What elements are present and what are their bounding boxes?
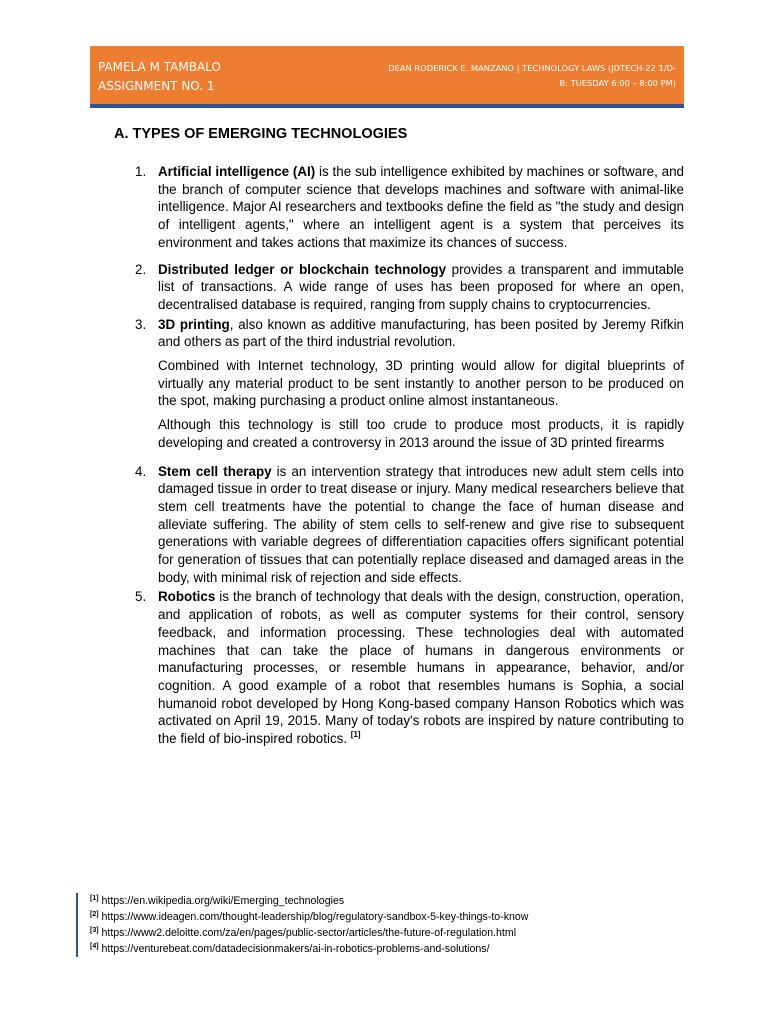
item-number: 3.: [135, 316, 147, 332]
course-line-2: B: TUESDAY 6:00 – 8:00 PM): [559, 78, 676, 88]
footnote-mark: [2]: [90, 911, 99, 918]
item-term: Robotics: [158, 589, 216, 605]
section-heading: A. TYPES OF EMERGING TECHNOLOGIES: [114, 126, 408, 142]
footnote-1: [90, 893, 710, 909]
item-number: 1.: [135, 164, 147, 179]
item-paragraph: [158, 163, 684, 252]
footnote-link[interactable]: https://en.wikipedia.org/wiki/Emerging_technologies: [101, 895, 345, 907]
header-course-block: [336, 61, 676, 91]
item-text: provides a transparent and immutable list of transactions. A wide range of uses has been proposed for where an open, decentralised database is required, ranging from supply chains to cryptocurrencies.: [158, 261, 684, 312]
item-term: Distributed ledger or blockchain technology: [158, 261, 447, 277]
item-term: Stem cell therapy: [158, 463, 272, 479]
item-paragraph: [158, 463, 684, 587]
item-text: is the branch of technology that deals with the design, construction, operation, and application of robots, as well as computer systems for their control, sensory feedback, and information processing. These technologies deal with automated machines that can take the place of humans in dangerous environments or manufacturing processes, or resemble humans in appearance, behavior, and/or cognition. A good example of a robot that resembles humans is Sophia, a social humanoid robot developed by Hong Kong-based company Hanson Robotics which was activated on April 19, 2015. Many of today's robots are inspired by nature contributing to the field of bio-inspired robotics.: [158, 589, 684, 747]
footnotes: [76, 893, 710, 957]
item-paragraph: [158, 261, 684, 314]
item-number: 4.: [135, 463, 147, 479]
list-item-ai: [120, 163, 684, 252]
technology-list: [120, 163, 684, 748]
item-number: 5.: [135, 589, 147, 605]
item-term: 3D printing: [158, 316, 230, 332]
course-line-1: DEAN RODERICK E. MANZANO | TECHNOLOGY LAWS (JDTECH-22 1/D-: [388, 63, 676, 73]
item-text: is the sub intelligence exhibited by machines or software, and the branch of computer science that develops machines and software with animal-like intelligence. Major AI researchers and textbooks define the field as "the study and design of intelligent agents," where an intelligent agent is a system that perceives its environment and takes actions that maximize its chances of success.: [158, 164, 684, 250]
author-name: PAMELA M TAMBALO: [98, 60, 221, 74]
item-paragraph: [158, 588, 684, 747]
footnote-reference[interactable]: [1]: [350, 730, 361, 740]
footnote-3: [90, 925, 710, 941]
footnote-link[interactable]: https://www.ideagen.com/thought-leadership/blog/regulatory-sandbox-5-key-things-to-know: [101, 911, 529, 923]
footnote-mark: [1]: [90, 895, 99, 902]
footnote-link[interactable]: https://venturebeat.com/datadecisionmakers/ai-in-robotics-problems-and-solutions/: [101, 943, 490, 955]
header-rule: [90, 104, 684, 108]
list-item-3d-printing: [120, 316, 684, 452]
footnote-link[interactable]: https://www2.deloitte.com/za/en/pages/public-sector/articles/the-future-of-regulation.html: [101, 927, 517, 939]
list-item-blockchain: [120, 261, 684, 314]
item-number: 2.: [135, 261, 147, 277]
item-term: Artificial intelligence (AI): [158, 164, 316, 179]
header-author-block: [98, 58, 221, 96]
footnote-2: [90, 909, 710, 925]
item-paragraph-2: Combined with Internet technology, 3D printing would allow for digital blueprints of virtually any material product to be sent instantly to another person to be produced on the spot, making purchasing a product online almost instantaneous.: [158, 358, 684, 409]
footnote-mark: [4]: [90, 943, 99, 950]
list-item-stem-cell: [120, 463, 684, 587]
assignment-label: ASSIGNMENT NO. 1: [98, 79, 215, 93]
item-paragraph: [158, 316, 684, 351]
item-text: , also known as additive manufacturing, has been posited by Jeremy Rifkin and others as part of the third industrial revolution.: [158, 316, 685, 350]
item-paragraph-3: Although this technology is still too crude to produce most products, it is rapidly developing and created a controversy in 2013 around the issue of 3D printed firearms: [158, 417, 684, 450]
footnote-4: [90, 941, 710, 957]
item-text: is an intervention strategy that introduces new adult stem cells into damaged tissue in order to treat disease or injury. Many medical researchers believe that stem cell treatments have the potential to change the face of human disease and alleviate suffering. The ability of stem cells to self-renew and give rise to subsequent generations with variable degrees of differentiation capacities offers significant potential for generation of tissues that can potentially replace diseased and damaged areas in the body, with minimal risk of rejection and side effects.: [158, 463, 684, 585]
footnote-mark: [3]: [90, 927, 99, 934]
page-header: [90, 46, 684, 104]
list-item-robotics: [120, 588, 684, 747]
